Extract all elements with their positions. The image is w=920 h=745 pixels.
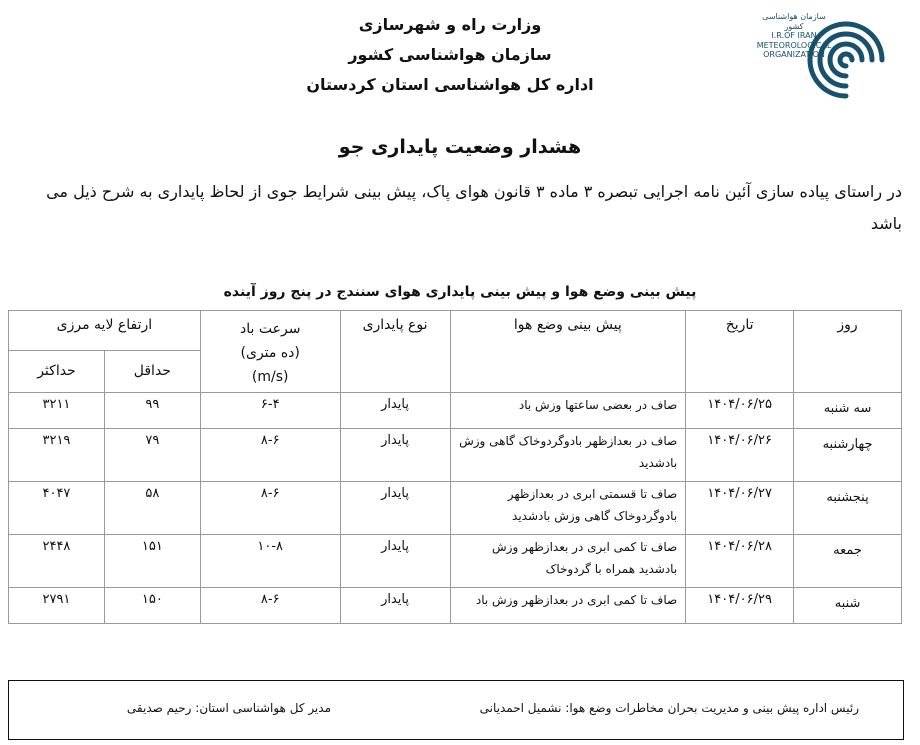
table-row [9,429,902,482]
page-title: هشدار وضعیت پایداری جو [338,136,582,158]
cell-wind: ۱۰-۸ [200,535,340,588]
cell-date: ۱۴۰۴/۰۶/۲۶ [686,429,794,482]
header-wind-label: سرعت باد [240,321,301,337]
cell-forecast: صاف تا کمی ابری در بعدازظهر وزش بادشدید همراه با گردوخاک [450,535,686,588]
logo-text-en2: METEOROLOGICAL [756,40,832,50]
cell-stability: پایدار [340,482,450,535]
cell-date: ۱۴۰۴/۰۶/۲۷ [686,482,794,535]
cell-max: ۲۷۹۱ [9,588,105,624]
cell-wind: ۸-۶ [200,429,340,482]
letterhead [300,10,600,100]
spiral-logo-icon [806,18,886,102]
ministry-name: وزارت راه و شهرسازی [358,15,542,34]
logo-text-en1: I.R.OF IRAN [771,31,817,40]
table-title: پیش بینی وضع هوا و پیش بینی پایداری هوای سنندج در پنج روز آینده [223,284,697,300]
director-name: رحیم صدیقی [126,701,192,715]
header-wind [200,311,340,393]
logo-text-en3: ORGANIZATION [763,50,825,59]
header-max: حداکثر [9,351,105,393]
cell-stability: پایدار [340,429,450,482]
table-row [9,393,902,429]
cell-stability: پایدار [340,588,450,624]
signature-box [8,680,904,740]
forecast-head-role: رئیس اداره پیش بینی و مدیریت بحران مخاطرات وضع هوا: [565,701,859,715]
cell-forecast: صاف در بعدازظهر بادوگردوخاک گاهی وزش بادشدید [450,429,686,482]
forecast-head-name: نشمیل احمدیانی [479,701,562,715]
director-signature [127,701,331,715]
header-forecast: پیش بینی وضع هوا [450,311,686,393]
cell-stability: پایدار [340,535,450,588]
cell-stability: پایدار [340,393,450,429]
cell-max: ۳۲۱۱ [9,393,105,429]
cell-wind: ۸-۶ [200,482,340,535]
cell-day: پنجشنبه [794,482,902,535]
cell-min: ۱۵۱ [104,535,200,588]
cell-forecast: صاف در بعضی ساعتها وزش باد [450,393,686,429]
cell-max: ۴۰۴۷ [9,482,105,535]
cell-day: چهارشنبه [794,429,902,482]
header-wind-height: (ده متری) [240,345,300,361]
cell-wind: ۸-۶ [200,588,340,624]
cell-min: ۱۵۰ [104,588,200,624]
cell-day: جمعه [794,535,902,588]
cell-min: ۵۸ [104,482,200,535]
cell-forecast: صاف تا کمی ابری در بعدازظهر وزش باد [450,588,686,624]
director-role: مدیر کل هواشناسی استان: [195,701,331,715]
table-row [9,535,902,588]
logo-text-fa: سازمان هواشناسی کشور [762,12,826,31]
table-row [9,482,902,535]
table-row [9,588,902,624]
header-date: تاریخ [686,311,794,393]
cell-max: ۳۲۱۹ [9,429,105,482]
cell-day: شنبه [794,588,902,624]
department-name: اداره کل هواشناسی استان کردستان [306,75,594,94]
header-boundary-layer: ارتفاع لایه مرزی [9,311,201,351]
forecast-table [8,310,902,624]
cell-min: ۷۹ [104,429,200,482]
organization-name: سازمان هواشناسی کشور [348,45,552,64]
intro-paragraph: در راستای پیاده سازی آئین نامه اجرایی تبصره ۳ ماده ۳ قانون هوای پاک، پیش بینی شرایط جوی از لحاظ پایداری به شرح ذیل می باشد [46,182,902,233]
header-min: حداقل [104,351,200,393]
cell-forecast: صاف تا قسمتی ابری در بعدازظهر بادوگردوخاک گاهی وزش بادشدید [450,482,686,535]
cell-date: ۱۴۰۴/۰۶/۲۹ [686,588,794,624]
header-stability: نوع پایداری [340,311,450,393]
header-day: روز [794,311,902,393]
cell-date: ۱۴۰۴/۰۶/۲۵ [686,393,794,429]
cell-date: ۱۴۰۴/۰۶/۲۸ [686,535,794,588]
forecast-head-signature [480,701,859,715]
cell-max: ۲۴۴۸ [9,535,105,588]
header-wind-unit: (m/s) [251,369,289,385]
organization-logo [752,12,887,108]
cell-min: ۹۹ [104,393,200,429]
cell-day: سه شنبه [794,393,902,429]
cell-wind: ۶-۴ [200,393,340,429]
